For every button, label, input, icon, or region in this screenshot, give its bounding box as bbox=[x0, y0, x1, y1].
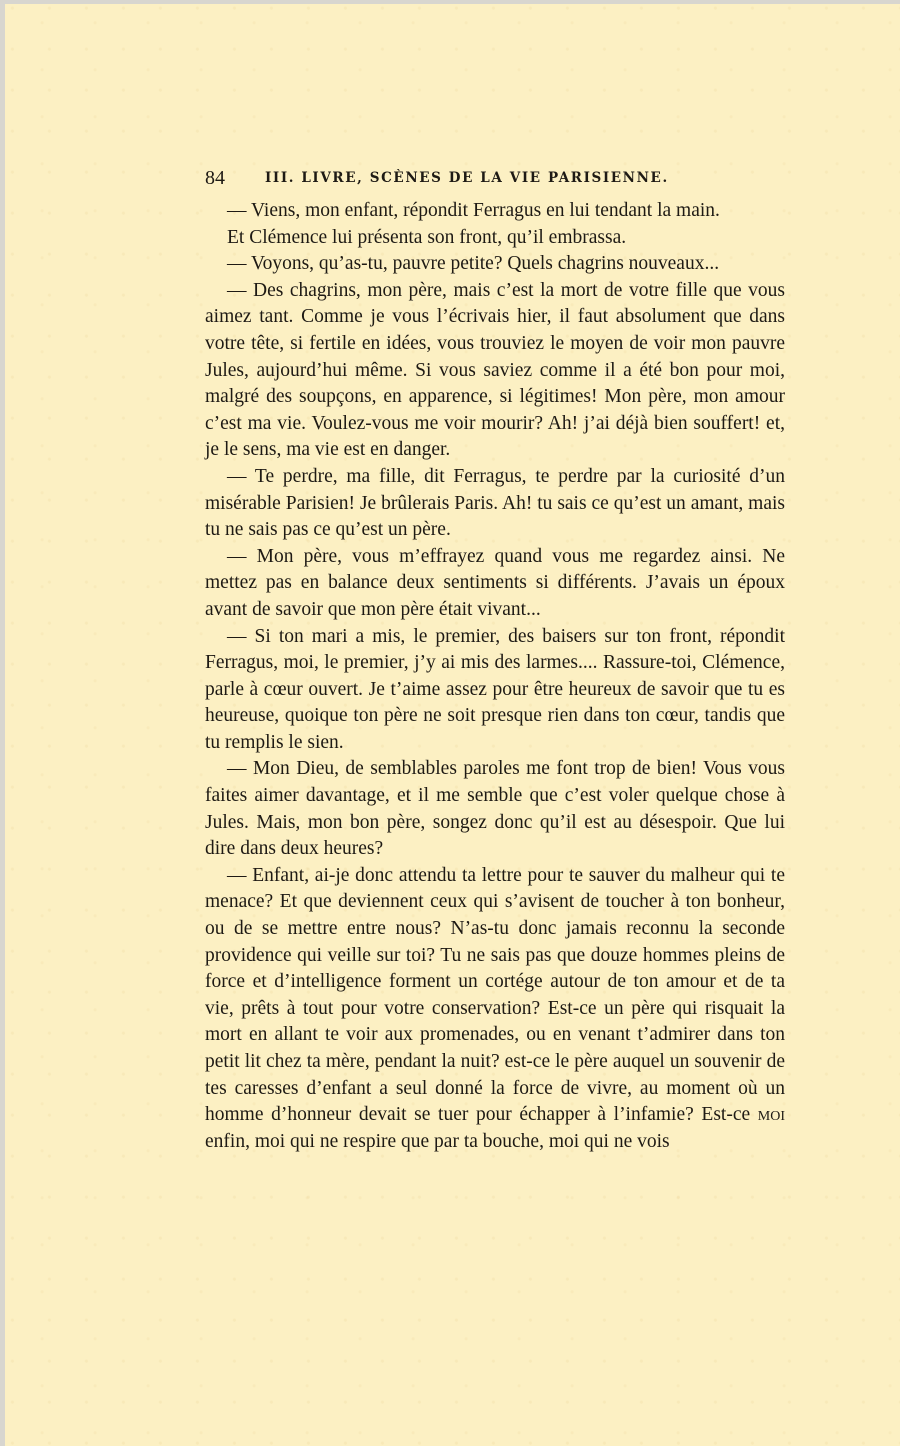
paragraph-last bbox=[205, 863, 785, 1156]
paragraph: Et Clémence lui présenta son front, qu’il embrassa. bbox=[227, 226, 627, 248]
smallcaps-word: moi bbox=[757, 1104, 786, 1126]
paragraph: — Te perdre, ma fille, dit Ferragus, te perdre par la curiosité d’un misérable Parisien! Je brûlerais Paris. Ah! tu sais ce qu’est un amant, mais tu ne sais pas ce qu’est un père. bbox=[205, 465, 785, 541]
paragraph: — Mon père, vous m’effrayez quand vous me regardez ainsi. Ne mettez pas en balance deux sentiments si différents. J’avais un époux avant de savoir que mon père était vivant... bbox=[205, 545, 785, 620]
paragraph-text: — Enfant, ai-je donc attendu ta lettre pour te sauver du malheur qui te menace? Et que deviennent ceux qui s’avisent de toucher à ton bonheur, ou de se mettre entre nous? N’as-tu donc jamais reconnu la seconde providence qui veille sur toi? Tu ne sais pas que douze hommes pleins de force et d’intelligence forment un cortége autour de ton amour et de ta vie, prêts à tout pour votre conservation? Est-ce un père qui risquait la mort en allant te voir aux promenades, ou en venant t’admirer dans ton petit lit chez ta mère, pendant la nuit? est-ce le père auquel un souvenir de tes caresses d’enfant a seul donné la force de vivre, au moment où un homme d’honneur devait se tuer pour échapper à l’infamie? Est-ce bbox=[205, 864, 785, 1126]
paragraph: — Des chagrins, mon père, mais c’est la mort de votre fille que vous aimez tant. Comme je vous l’écrivais hier, il faut absolument que dans votre tête, si fertile en idées, vous trouviez le moyen de voir mon pauvre Jules, aujourd’hui même. Si vous saviez comme il a été bon pour moi, malgré des soupçons, en apparence, si légitimes! Mon père, mon amour c’est ma vie. Voulez-vous me voir mourir? Ah! j’ai déjà bien souffert! et, je le sens, ma vie est en danger. bbox=[205, 279, 785, 461]
paragraph: — Si ton mari a mis, le premier, des baisers sur ton front, répondit Ferragus, moi, le premier, j’y ai mis des larmes.... Rassure-toi, Clémence, parle à cœur ouvert. Je t’aime assez pour être heureux de savoir que tu es heureuse, quoique ton père ne soit presque rien dans ton cœur, tandis que tu remplis le sien. bbox=[205, 625, 785, 753]
running-head: III. LIVRE, SCÈNES DE LA VIE PARISIENNE. bbox=[265, 170, 669, 186]
page-header bbox=[205, 164, 790, 192]
book-page bbox=[5, 4, 900, 1446]
paragraph-tail: enfin, moi qui ne respire que par ta bouche, moi qui ne vois bbox=[205, 1130, 670, 1152]
page-number: 84 bbox=[205, 167, 225, 189]
paragraph: — Viens, mon enfant, répondit Ferragus en lui tendant la main. bbox=[227, 200, 720, 221]
paragraph: — Mon Dieu, de semblables paroles me font trop de bien! Vous vous faites aimer davantage, et il me semble que c’est voler quelque chose à Jules. Mais, mon bon père, songez donc qu’il est au désespoir. Que lui dire dans deux heures? bbox=[205, 758, 785, 860]
paragraph: — Voyons, qu’as-tu, pauvre petite? Quels chagrins nouveaux... bbox=[227, 253, 720, 275]
body-text bbox=[205, 198, 785, 1155]
